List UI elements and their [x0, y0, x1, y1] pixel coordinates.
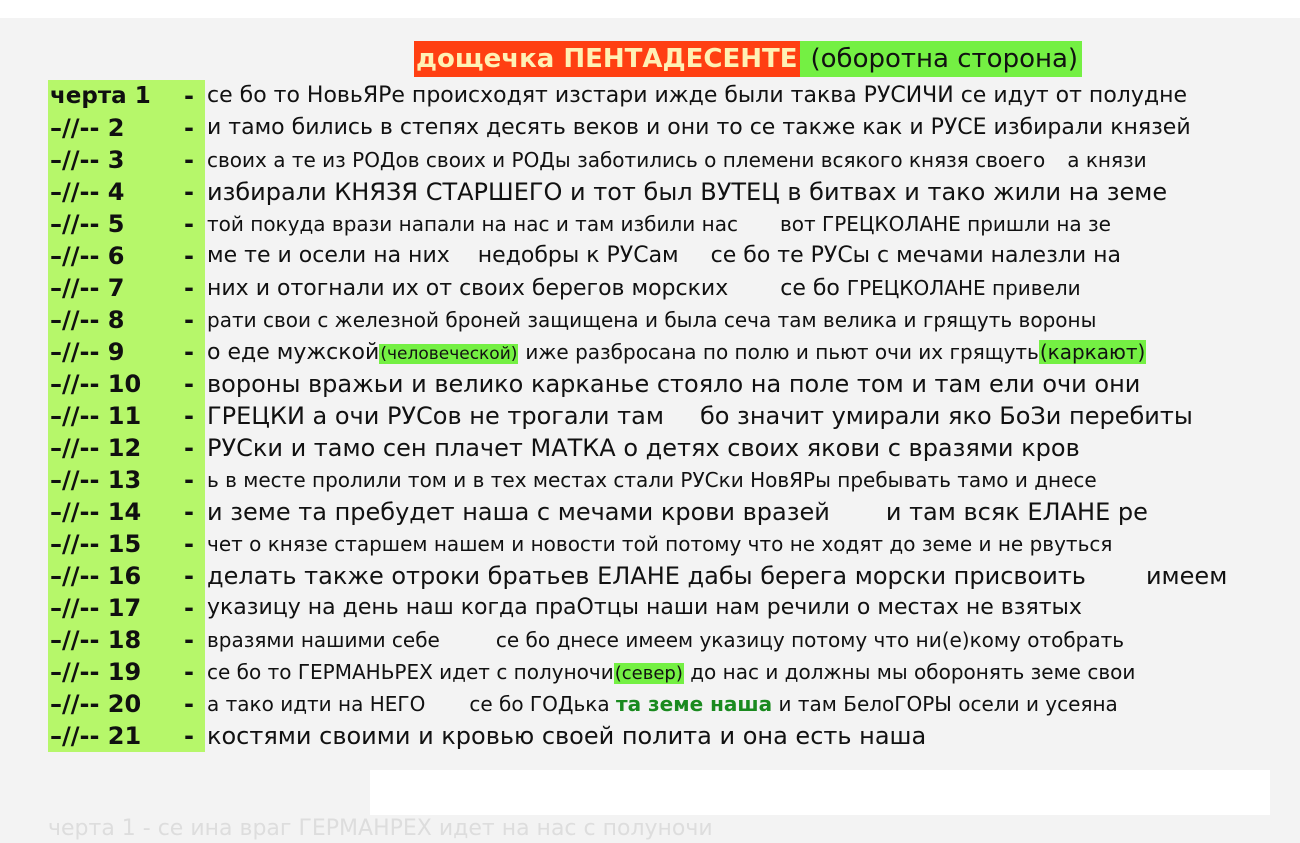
line-label: –//-- 3: [48, 144, 205, 176]
line-8: [48, 304, 1298, 336]
line-13: [48, 464, 1298, 496]
line-part: вороны вражьи и велико карканье стояло на поле том и там ели очи они: [207, 370, 1141, 398]
line-label: –//-- 6: [48, 240, 205, 272]
line-9: [48, 336, 1298, 368]
line-11: [48, 400, 1298, 432]
line-label: –//-- 20: [48, 688, 205, 720]
line-part: делать также отроки братьев ЕЛАНЕ дабы берега морски присвоить: [207, 562, 1086, 590]
line-text: [207, 304, 1096, 336]
line-text: [207, 656, 1135, 688]
line-part: и там БелоГОРЫ осели и усеяна: [778, 692, 1118, 716]
line-text: [207, 144, 1147, 176]
line-7: [48, 272, 1298, 304]
line-12: [48, 432, 1298, 464]
line-label: черта 1: [48, 80, 205, 112]
line-text: [207, 176, 1167, 208]
line-label: –//-- 16: [48, 560, 205, 592]
line-part: се бо: [780, 276, 840, 301]
highlight-note: (человеческой): [380, 344, 518, 364]
line-text: [207, 720, 926, 752]
line-part: се бо то ГЕРМАНЬРЕХ идет с полуночи: [207, 660, 614, 684]
line-2: [48, 112, 1298, 144]
line-text: [207, 688, 1118, 720]
line-dash: -: [184, 466, 194, 494]
title-main: дощечка ПЕНТАДЕСЕНТЕ: [414, 41, 800, 77]
line-part: а тако идти на НЕГО: [207, 692, 426, 716]
line-dash: -: [184, 434, 194, 462]
line-text: [207, 80, 1187, 112]
line-part: них и отогнали их от своих берегов морских: [207, 276, 729, 301]
line-dash: -: [184, 146, 194, 174]
white-strip: [370, 770, 1270, 815]
line-label: –//-- 7: [48, 272, 205, 304]
title-side: (оборотна сторона): [800, 41, 1082, 77]
line-text: [207, 272, 1081, 304]
line-dash: -: [184, 530, 194, 558]
line-label: –//-- 8: [48, 304, 205, 336]
line-label: –//-- 11: [48, 400, 205, 432]
line-text: [207, 592, 1082, 624]
line-part: избирали КНЯЗЯ СТАРШЕГО и тот был ВУТЕЦ в битвах и тако жили на земе: [207, 178, 1168, 206]
top-fade: [0, 0, 1300, 18]
line-text: [207, 496, 1148, 528]
line-18: [48, 624, 1298, 656]
line-label: –//-- 13: [48, 464, 205, 496]
line-label: –//-- 14: [48, 496, 205, 528]
line-part: вот ГРЕЦКОЛАНЕ пришли на зе: [779, 212, 1111, 236]
line-part: вразями нашими себе: [207, 628, 440, 652]
line-6: [48, 240, 1298, 272]
line-part: костями своими и кровью своей полита и она есть наша: [207, 722, 927, 750]
line-part: и там всяк ЕЛАНЕ ре: [885, 498, 1148, 526]
line-dash: -: [184, 242, 194, 270]
line-dash: -: [184, 274, 194, 302]
highlight-note: (север): [614, 663, 683, 684]
line-part: рати свои с железной броней защищена и была сеча там велика и грящуть вороны: [207, 308, 1097, 332]
line-part: имеем: [1145, 562, 1228, 590]
line-label: –//-- 21: [48, 720, 205, 752]
line-part: а князи: [1067, 148, 1147, 172]
highlight-note: (каркают): [1039, 340, 1146, 364]
line-text: [207, 624, 1124, 656]
line-text: [207, 112, 1191, 144]
line-text: [207, 240, 1121, 272]
line-part: РУСки и тамо сен плачет МАТКА о детях своих якови с вразями кров: [207, 434, 1080, 462]
line-part: той покуда врази напали на нас и там избили нас: [207, 212, 738, 236]
line-dash: -: [184, 690, 194, 718]
line-4: [48, 176, 1298, 208]
line-part: се бо ГОДька: [469, 692, 610, 716]
line-dash: -: [184, 562, 194, 590]
line-label: –//-- 2: [48, 112, 205, 144]
line-label: –//-- 15: [48, 528, 205, 560]
line-part: ме те и осели на них: [207, 243, 450, 268]
line-dash: -: [184, 114, 194, 142]
line-dash: -: [184, 210, 194, 238]
green-phrase: та земе наша: [615, 692, 773, 716]
line-dash: -: [184, 658, 194, 686]
faded-next-line: черта 1 - се ина враг ГЕРМАНРЕХ идет на нас с полуночи: [48, 816, 713, 841]
line-part: иже разбросана по полю и пьют очи их грящуть: [525, 340, 1039, 364]
line-text: [207, 560, 1227, 592]
line-dash: -: [184, 626, 194, 654]
line-label: –//-- 17: [48, 592, 205, 624]
line-part: се бо те РУСы с мечами налезли на: [710, 243, 1122, 268]
line-text: [207, 368, 1140, 400]
line-16: [48, 560, 1298, 592]
line-dash: -: [184, 594, 194, 622]
line-part: чет о князе старшем нашем и новости той потому что не ходят до земе и не рвуться: [207, 532, 1113, 556]
line-dash: -: [184, 306, 194, 334]
line-21: [48, 720, 1298, 752]
line-14: [48, 496, 1298, 528]
line-part: бо значит умирали яко БоЗи перебиты: [699, 402, 1193, 430]
line-text: [207, 208, 1111, 240]
line-5: [48, 208, 1298, 240]
line-dash: -: [184, 82, 194, 110]
line-text: [207, 464, 1097, 496]
line-part: и земе та пребудет наша с мечами крови вразей: [207, 498, 830, 526]
line-part: о еде мужской: [207, 340, 380, 365]
line-label: –//-- 18: [48, 624, 205, 656]
line-20: [48, 688, 1298, 720]
line-1: [48, 80, 1298, 112]
line-dash: -: [184, 370, 194, 398]
line-15: [48, 528, 1298, 560]
line-label: –//-- 4: [48, 176, 205, 208]
line-text: [207, 432, 1080, 464]
line-part: до нас и должны мы оборонять земе свои: [690, 660, 1136, 684]
text-lines: [48, 80, 1298, 752]
line-part: своих а те из РОДов своих и РОДы заботились о племени всякого князя своего: [207, 148, 1046, 172]
line-part: указицу на день наш когда праОтцы наши нам речили о местах не взятых: [207, 595, 1082, 620]
line-label: –//-- 5: [48, 208, 205, 240]
line-10: [48, 368, 1298, 400]
line-label: –//-- 10: [48, 368, 205, 400]
line-part: ГРЕЦКОЛАНЕ привели: [846, 276, 1081, 300]
line-dash: -: [184, 498, 194, 526]
line-text: [207, 400, 1193, 432]
line-part: ГРЕЦКИ а очи РУСов не трогали там: [207, 402, 664, 430]
line-label: –//-- 9: [48, 336, 205, 368]
document-title: [414, 41, 1082, 77]
line-part: ь в месте пролили том и в тех местах стали РУСки НовЯРы пребывать тамо и днесе: [207, 468, 1097, 492]
line-17: [48, 592, 1298, 624]
line-dash: -: [184, 722, 194, 750]
line-part: се бо то НовьЯРе происходят изстари ижде были таква РУСИЧИ се идут от полудне: [207, 83, 1187, 108]
line-part: се бо днесе имеем указицу потому что ни(е)кому отобрать: [495, 628, 1125, 652]
line-dash: -: [184, 402, 194, 430]
line-label: –//-- 12: [48, 432, 205, 464]
line-dash: -: [184, 178, 194, 206]
line-text: [207, 336, 1146, 368]
line-3: [48, 144, 1298, 176]
line-19: [48, 656, 1298, 688]
line-part: недобры к РУСам: [477, 243, 679, 268]
line-part: и тамо бились в степях десять веков и они то се также как и РУСЕ избирали князей: [207, 115, 1191, 140]
line-dash: -: [184, 338, 194, 366]
line-text: [207, 528, 1112, 560]
line-label: –//-- 19: [48, 656, 205, 688]
